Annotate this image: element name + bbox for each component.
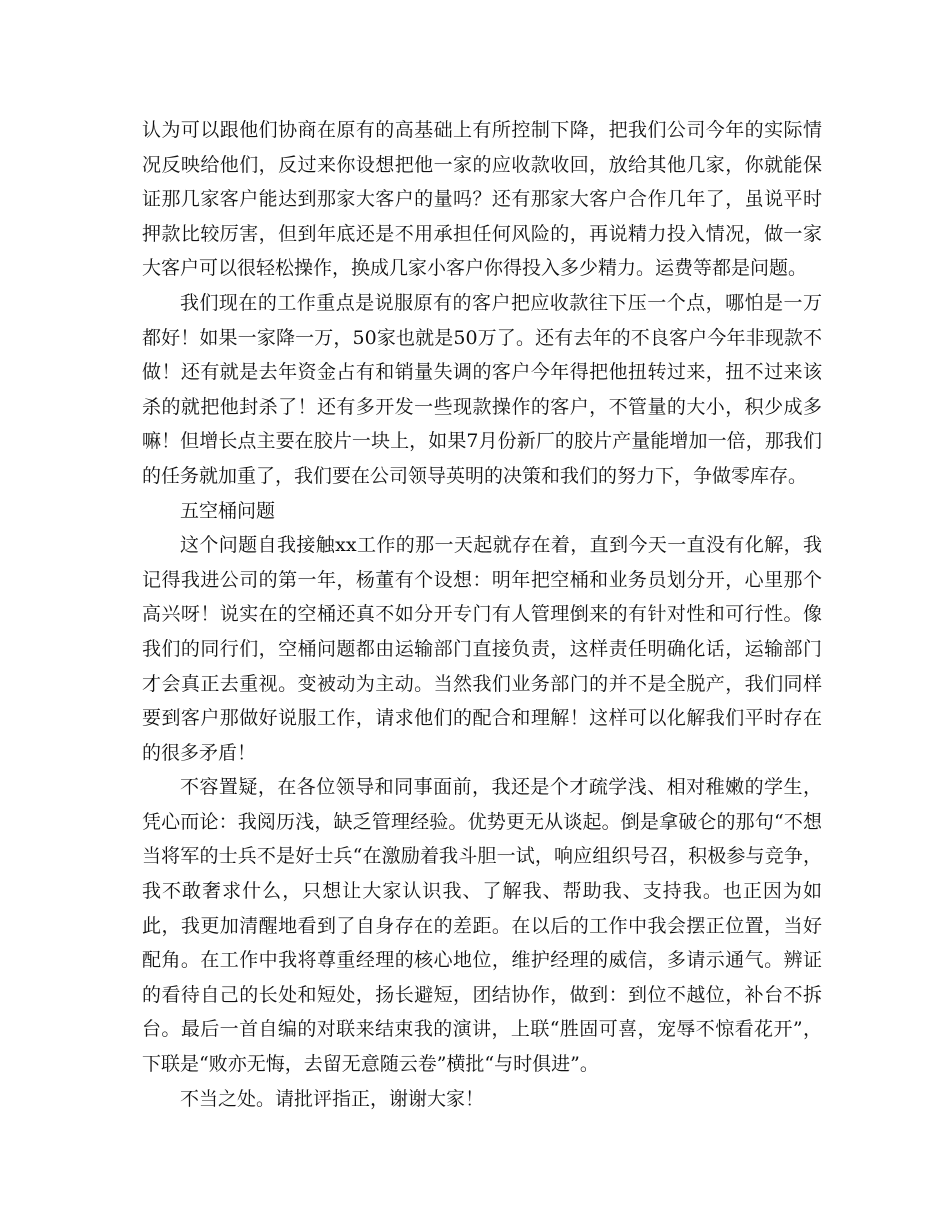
paragraph-self-assessment: 不容置疑，在各位领导和同事面前，我还是个才疏学浅、相对稚嫩的学生，凭心而论：我阅历浅，缺乏管理经验。优势更无从谈起。倒是拿破仑的那句“不想当将军的士兵不是好士兵“在激励着我斗胆一试，响应组织号召，积极参与竞争，我不敢奢求什么，只想让大家认识我、了解我、帮助我、支持我。也正因为如此，我更加清醒地看到了自身存在的差距。在以后的工作中我会摆正位置，当好配角。在工作中我将尊重经理的核心地位，维护经理的威信，多请示通气。辨证的看待自己的长处和短处，扬长避短，团结协作，做到：到位不越位，补台不拆台。最后一首自编的对联来结束我的演讲，上联“胜固可喜，宠辱不惊看花开”，下联是“败亦无悔，去留无意随云卷”横批“与时俱进”。 xyxy=(142,776,822,1076)
paragraph-closing: 不当之处。请批评指正，谢谢大家！ xyxy=(180,1087,485,1110)
document-body xyxy=(142,113,822,1116)
paragraph-continued: 认为可以跟他们协商在原有的高基础上有所控制下降，把我们公司今年的实际情况反映给他们，反过来你设想把他一家的应收款收回，放给其他几家，你就能保证那几家客户能达到那家大客户的量吗？还有那家大客户合作几年了，虽说平时押款比较厉害，但到年底还是不用承担任何风险的，再说精力投入情况，做一家大客户可以很轻松操作，换成几家小客户你得投入多少精力。运费等都是问题。 xyxy=(142,119,822,280)
paragraph-empty-barrels: 这个问题自我接触xx工作的那一天起就存在着，直到今天一直没有化解，我记得我进公司的第一年，杨董有个设想：明年把空桶和业务员划分开，心里那个高兴呀！说实在的空桶还真不如分开专门有人管理倒来的有针对性和可行性。像我们的同行们，空桶问题都由运输部门直接负责，这样责任明确化话，运输部门才会真正去重视。变被动为主动。当然我们业务部门的并不是全脱产，我们同样要到客户那做好说服工作，请求他们的配合和理解！这样可以化解我们平时存在的很多矛盾！ xyxy=(142,534,822,764)
paragraph-work-focus: 我们现在的工作重点是说服原有的客户把应收款往下压一个点，哪怕是一万都好！如果一家降一万，50家也就是50万了。还有去年的不良客户今年非现款不做！还有就是去年资金占有和销量失调的客户今年得把他扭转过来，扭不过来该杀的就把他封杀了！还有多开发一些现款操作的客户，不管量的大小，积少成多嘛！但增长点主要在胶片一块上，如果7月份新厂的胶片产量能增加一倍，那我们的任务就加重了，我们要在公司领导英明的决策和我们的努力下，争做零库存。 xyxy=(142,291,822,487)
section-heading-empty-barrels: 五空桶问题 xyxy=(180,499,276,522)
